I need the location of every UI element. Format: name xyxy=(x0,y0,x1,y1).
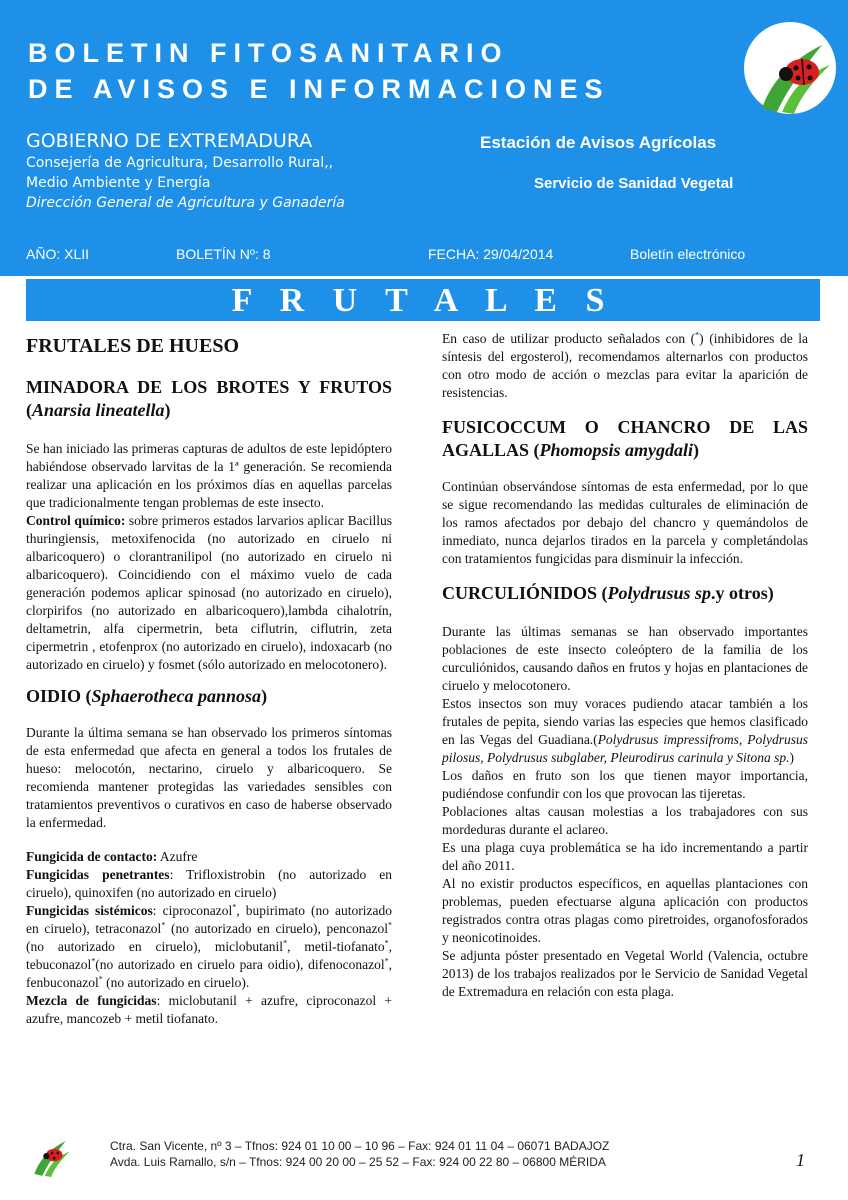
heading-curculionidos: CURCULIÓNIDOS (Polydrusus sp.y otros) xyxy=(442,583,774,603)
curculionidos-paragraph-4: Poblaciones altas causan molestias a los trabajadores con sus mordeduras durante el aclareo. xyxy=(442,804,808,837)
consejeria-line2: Medio Ambiente y Energía xyxy=(26,175,211,191)
left-column xyxy=(26,330,392,1028)
oidio-contacto: Fungicida de contacto: Azufre xyxy=(26,849,198,864)
bulletin-number: BOLETÍN Nº: 8 xyxy=(176,246,271,262)
section-banner: F R U T A L E S xyxy=(26,279,820,321)
right-intro-paragraph: En caso de utilizar producto señalados con (*) (inhibidores de la síntesis del ergosterol), recomendamos alternarlos con productos con otro modo de acción o mezclas para evitar la aparición de resistencias. xyxy=(442,330,808,400)
curculionidos-paragraph-5: Es una plaga cuya problemática se ha ido incrementando a partir del año 2011. xyxy=(442,840,808,873)
consejeria-line1: Consejería de Agricultura, Desarrollo Rural,, xyxy=(26,155,334,171)
curculionidos-paragraph-2: Estos insectos son muy voraces pudiendo atacar también a los frutales de pepita, siendo varias las especies que hemos clasificado en las Vegas del Guadiana.(Polydrusus impressifroms, Polydrusus pilosus, Polydrusus subglaber, Pleurodirus carinula y Sitona sp.) xyxy=(442,696,808,765)
curculionidos-paragraph-1: Durante las últimas semanas se han observado importantes poblaciones de este insecto coleóptero de la familia de los curculiónidos, causando daños en frutos y hojas en plantaciones de ciruelo y melocotonero. xyxy=(442,624,808,693)
bulletin-title-line1: BOLETIN FITOSANITARIO xyxy=(28,38,509,68)
minadora-control-paragraph: Control químico: sobre primeros estados larvarios aplicar Bacillus thuringiensis, metoxifenocida (no autorizado en ciruelo ni albaricoquero) o clorantranilipol (no autorizado en ciruelo ni albaricoquero). Coincidiendo con el máximo vuelo de cada generación podemos aplicar spinosad (no autorizado en ciruelo), clorpirifos (no autorizado en albaricoquero),lambda cihalotrín, deltametrin, alfa cipermetrin, beta ciflutrin, ciflutrin, zeta cipermetrin , etofenprox (no autorizado en ciruelo), indoxacarb (no autorizado en ciruelo) y fosmet (sólo autorizado en melocotonero). xyxy=(26,513,392,672)
direccion-general: Dirección General de Agricultura y Ganadería xyxy=(26,195,345,211)
heading-oidio: OIDIO (Sphaerotheca pannosa) xyxy=(26,686,268,706)
footer-address xyxy=(110,1138,609,1170)
heading-minadora: MINADORA DE LOS BROTES Y FRUTOS (Anarsia lineatella) xyxy=(26,377,392,420)
heading-fusicoccum: FUSICOCCUM O CHANCRO DE LAS AGALLAS (Phomopsis amygdali) xyxy=(442,417,808,460)
header xyxy=(0,0,848,276)
curculionidos-paragraph-7: Se adjunta póster presentado en Vegetal World (Valencia, octubre 2013) de los trabajos realizados por le Servicio de Sanidad Vegetal de Extremadura en relación con esta plaga. xyxy=(442,948,808,999)
ladybug-logo-icon xyxy=(742,20,838,116)
government-name: GOBIERNO DE EXTREMADURA xyxy=(26,130,313,152)
section-heading-frutales-hueso: FRUTALES DE HUESO xyxy=(26,335,240,357)
oidio-sistemicos: Fungicidas sistémicos: ciproconazol*, bupirimato (no autorizado en ciruelo), tetraconazol* (no autorizado en ciruelo), penconazol* (no autorizado en ciruelo), miclobutanil*, metil-tiofanato*, tebuconazol*(no autorizado en ciruelo para oidio), difenoconazol*, fenbuconazol* (no autorizado en ciruelo). xyxy=(26,902,392,990)
curculionidos-paragraph-3: Los daños en fruto son los que tienen mayor importancia, pudiéndose confundir con los que provocan las tijeretas. xyxy=(442,768,808,801)
page-number: 1 xyxy=(796,1150,805,1170)
oidio-penetrantes: Fungicidas penetrantes: Trifloxistrobin (no autorizado en ciruelo), quinoxifen (no autorizado en ciruelo) xyxy=(26,867,392,900)
footer-address-merida: Avda. Luis Ramallo, s/n – Tfnos: 924 00 20 00 – 25 52 – Fax: 924 00 22 80 – 06800 MÉRIDA xyxy=(110,1155,606,1169)
bulletin-type: Boletín electrónico xyxy=(630,246,746,262)
bulletin-title-line2: DE AVISOS E INFORMACIONES xyxy=(28,74,610,104)
servicio-sanidad: Servicio de Sanidad Vegetal xyxy=(534,175,734,192)
minadora-paragraph: Se han iniciado las primeras capturas de adultos de este lepidóptero habiéndose observado larvitas de la 1ª generación. Se recomienda realizar una aplicación en los próximos días en aquellas parcelas que tradicionalmente tengan problemas de este insecto. xyxy=(26,441,392,510)
right-column xyxy=(442,330,808,1001)
curculionidos-paragraph-6: Al no existir productos específicos, en aquellas plantaciones con problemas, pueden efectuarse alguna aplicación con productos registrados contra otras plagas como piretroides, organofosforados y neonicotinoides. xyxy=(442,876,808,945)
oidio-paragraph: Durante la última semana se han observado los primeros síntomas de esta enfermedad que afecta en general a todos los frutales de hueso: melocotón, nectarino, ciruelo y albaricoquero. Se recomienda mantener protegidas las variedades sensibles con tratamientos preventivos o curativos en caso de haberse observado la enfermedad. xyxy=(26,725,392,830)
date-field: FECHA: 29/04/2014 xyxy=(428,246,554,262)
footer-address-badajoz: Ctra. San Vicente, nº 3 – Tfnos: 924 01 10 00 – 10 96 – Fax: 924 01 11 04 – 06071 BADAJOZ xyxy=(110,1139,610,1153)
year-field: AÑO: XLII xyxy=(26,246,90,262)
estacion-avisos: Estación de Avisos Agrícolas xyxy=(480,133,717,152)
oidio-mezcla: Mezcla de fungicidas: miclobutanil + azufre, ciproconazol + azufre, mancozeb + metil tiofanato. xyxy=(26,993,392,1026)
footer-ladybug-icon xyxy=(24,1128,74,1178)
fusicoccum-paragraph: Continúan observándose síntomas de esta enfermedad, por lo que se sigue recomendando las medidas culturales de eliminación de los ramos afectados por debajo del chancro y quemándolos de inmediato, nunca dejarlos tirados en la parcela y completándolas con tratamientos fungicidas para disminuir la infección. xyxy=(442,479,808,566)
